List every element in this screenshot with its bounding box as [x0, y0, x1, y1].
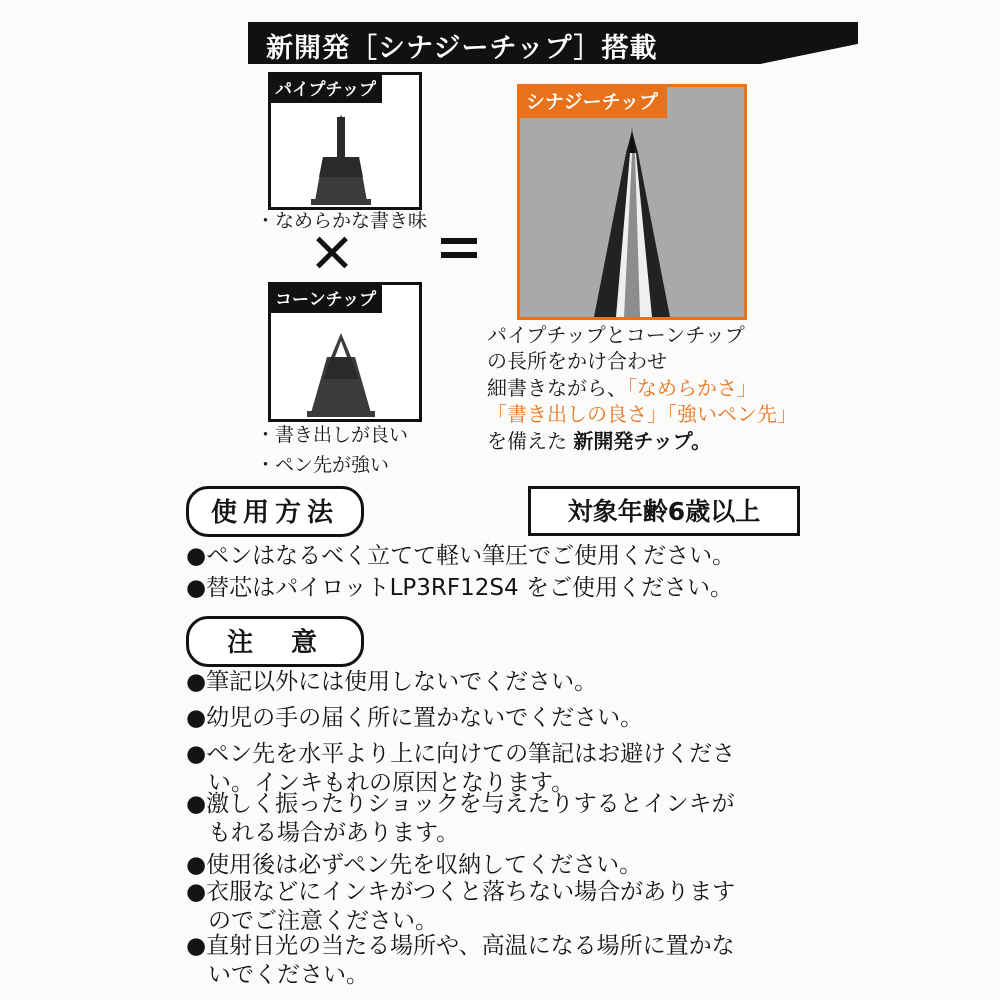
equals-operator-icon: [441, 238, 477, 262]
caution-item-4: [186, 790, 735, 848]
synergy-chip-panel: [517, 84, 747, 320]
corn-chip-illustration: [271, 323, 419, 419]
pipe-chip-illustration: [271, 111, 419, 207]
caution-item-4-line-2: もれる場合があります。: [208, 820, 460, 847]
caution-item-7: [186, 932, 735, 990]
caution-item-3-line-1: ●ペン先を水平より上に向けての筆記はお避けくださ: [186, 741, 736, 767]
pipe-chip-label: パイプチップ: [269, 73, 382, 103]
corn-chip-bullet-1: ・書き出しが良い: [256, 424, 409, 446]
synergy-desc-seg: パイプチップとコーンチップ: [487, 323, 745, 347]
caution-item-6-line-2: のでご注意ください。: [208, 908, 438, 935]
synergy-desc-line-5: [487, 428, 787, 454]
caution-item-6: [186, 878, 735, 936]
synergy-desc-seg-highlight: 「書き出しの良さ」「強いペン先」: [487, 402, 797, 427]
usage-item-1: ●ペンはなるべく立てて軽い筆圧でご使用ください。: [186, 543, 736, 569]
synergy-chip-photo: [520, 87, 744, 317]
corn-chip-card: [268, 282, 422, 422]
synergy-chip-svg: [520, 87, 744, 317]
corn-chip-svg: [271, 323, 413, 419]
synergy-desc-seg: の長所をかけ合わせ: [487, 349, 667, 374]
pipe-chip-bullet-1: ・なめらかな書き味: [256, 210, 428, 232]
age-requirement-box: 対象年齢6歳以上: [528, 486, 800, 536]
synergy-desc-seg: を備えた: [487, 428, 574, 453]
cross-operator-icon: [312, 232, 352, 272]
caution-item-6-line-1: ●衣服などにインキがつくと落ちない場合があります: [186, 879, 736, 905]
synergy-desc-seg: 細書きながら、: [487, 375, 627, 400]
synergy-description: [487, 322, 797, 454]
banner-title: 新開発［シナジーチップ］搭載: [266, 33, 658, 64]
pipe-chip-card: [268, 72, 422, 210]
synergy-desc-seg-bold: 新開発チップ。: [573, 428, 712, 453]
caution-heading: 注 意: [186, 616, 364, 667]
caution-item-3-line-2: い。インキもれの原因となります。: [208, 770, 575, 797]
synergy-desc-line-2: [487, 348, 787, 374]
pipe-chip-svg: [271, 111, 413, 207]
usage-item-2: ●替芯はパイロットLP3RF12S4 をご使用ください。: [186, 575, 733, 601]
synergy-desc-line-3: [487, 375, 787, 401]
caution-item-7-line-2: いでください。: [208, 962, 369, 989]
usage-heading: 使用方法: [186, 486, 364, 537]
caution-item-1: ●筆記以外には使用しないでください。: [186, 669, 598, 695]
corn-chip-bullet-2: ・ペン先が強い: [256, 454, 390, 476]
caution-item-4-line-1: ●激しく振ったりショックを与えたりするとインキが: [186, 791, 735, 817]
caution-item-5: ●使用後は必ずペン先を収納してください。: [186, 852, 643, 878]
caution-item-2: ●幼児の手の届く所に置かないでください。: [186, 705, 644, 731]
caution-item-7-line-1: ●直射日光の当たる場所や、高温になる場所に置かな: [186, 933, 735, 959]
corn-chip-label: コーンチップ: [269, 283, 382, 313]
synergy-desc-line-1: [487, 322, 787, 348]
synergy-desc-line-4: [487, 401, 797, 427]
synergy-chip-label: シナジーチップ: [517, 84, 667, 118]
synergy-desc-seg-highlight: 「なめらかさ」: [627, 375, 757, 400]
header-banner: [248, 22, 858, 64]
